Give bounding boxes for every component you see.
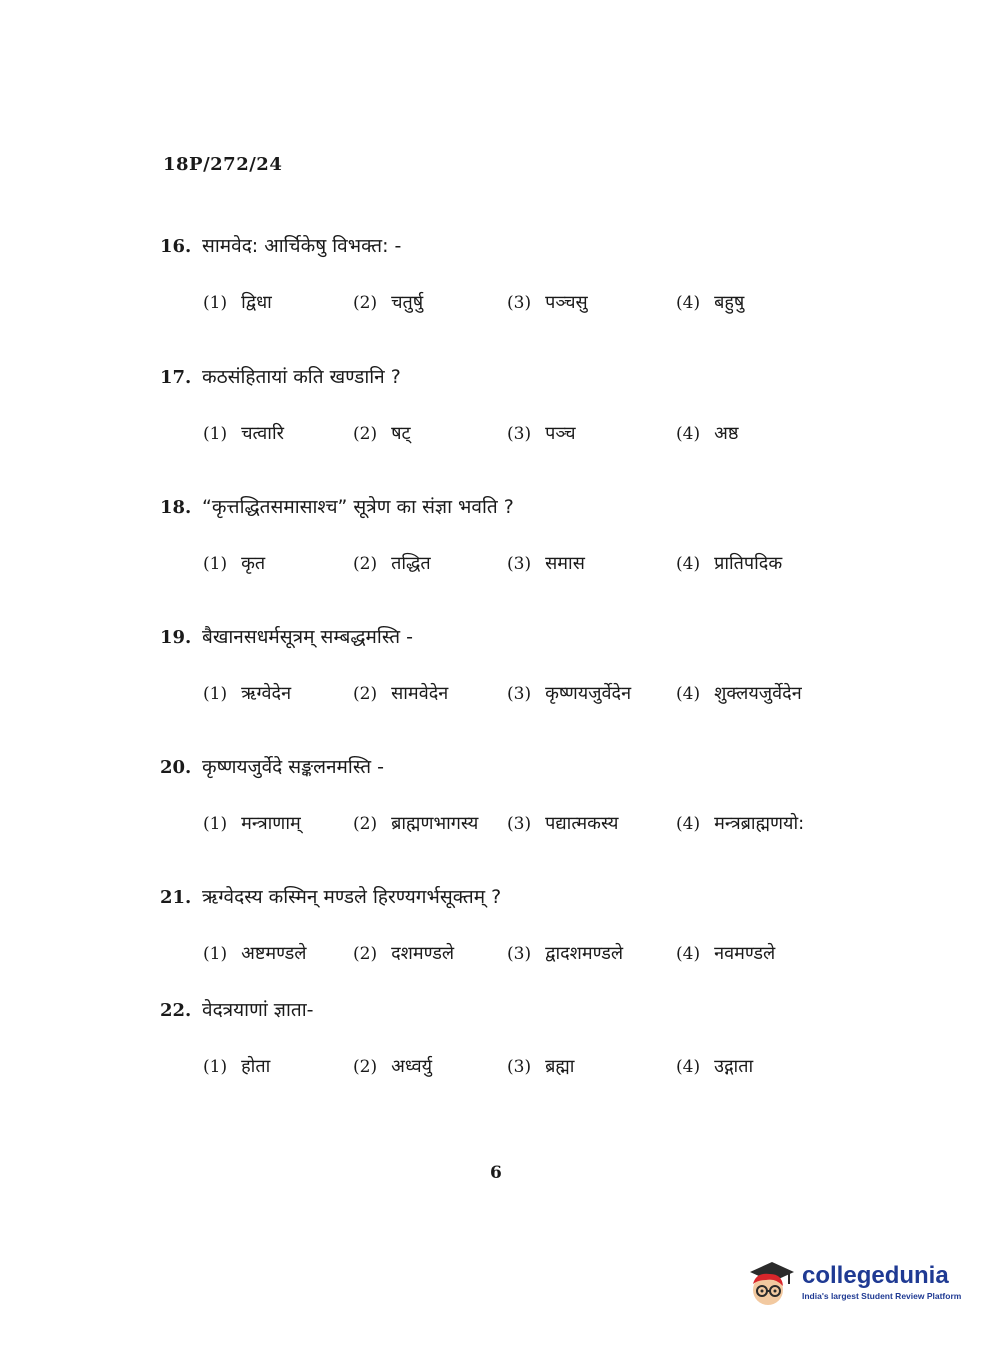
option-number: (2) — [353, 814, 378, 834]
option-number: (1) — [203, 293, 228, 313]
option-number: (4) — [676, 293, 701, 313]
option-text: अष्ठ — [714, 423, 739, 444]
option-4 — [676, 290, 744, 314]
option-2 — [353, 290, 423, 314]
option-number: (3) — [507, 684, 532, 704]
option-text: अष्टमण्डले — [241, 943, 307, 964]
question-number: 18. — [160, 497, 192, 518]
option-number: (4) — [676, 554, 701, 574]
option-text: दशमण्डले — [391, 943, 455, 964]
option-1 — [203, 421, 284, 445]
question-number: 17. — [160, 367, 192, 388]
question-17 — [160, 363, 860, 451]
option-number: (3) — [507, 814, 532, 834]
option-text: कृत — [241, 553, 266, 574]
option-number: (3) — [507, 944, 532, 964]
question-text: ऋग्वेदस्य कस्मिन् मण्डले हिरण्यगर्भसूक्तम् ? — [202, 886, 502, 908]
option-text: चतुर्षु — [391, 292, 424, 313]
options-row — [160, 1054, 860, 1084]
question-text: कृष्णयजुर्वेदे सङ्कलनमस्ति - — [202, 756, 384, 778]
brand-tagline: India's largest Student Review Platform — [802, 1291, 962, 1301]
option-number: (3) — [507, 293, 532, 313]
option-3 — [507, 290, 588, 314]
question-19 — [160, 623, 860, 711]
option-number: (2) — [353, 684, 378, 704]
options-row — [160, 811, 860, 841]
question-number: 19. — [160, 627, 192, 648]
option-number: (1) — [203, 1057, 228, 1077]
option-2 — [353, 1054, 432, 1078]
question-text: वेदत्रयाणां ज्ञाता- — [202, 999, 314, 1021]
option-number: (3) — [507, 424, 532, 444]
option-text: पञ्च — [545, 423, 576, 444]
option-number: (2) — [353, 554, 378, 574]
option-number: (4) — [676, 424, 701, 444]
option-4 — [676, 941, 775, 965]
option-4 — [676, 681, 802, 705]
option-text: मन्त्राणाम् — [241, 813, 301, 834]
question-18 — [160, 493, 860, 581]
options-row — [160, 551, 860, 581]
collegedunia-watermark — [742, 1252, 972, 1312]
option-text: होता — [241, 1056, 271, 1077]
collegedunia-logo-icon — [742, 1254, 798, 1310]
option-number: (2) — [353, 1057, 378, 1077]
option-2 — [353, 681, 448, 705]
option-number: (1) — [203, 684, 228, 704]
option-text: मन्त्रब्राह्मणयो: — [714, 813, 805, 834]
option-number: (4) — [676, 684, 701, 704]
page-number: 6 — [490, 1163, 502, 1183]
option-4 — [676, 421, 738, 445]
option-2 — [353, 421, 411, 445]
question-number: 16. — [160, 236, 192, 257]
option-text: प्रातिपदिक — [714, 553, 783, 574]
option-3 — [507, 1054, 574, 1078]
question-text: कठसंहितायां कति खण्डानि ? — [202, 366, 401, 388]
question-20 — [160, 753, 860, 841]
option-text: द्विधा — [241, 292, 272, 313]
option-3 — [507, 681, 631, 705]
option-text: उद्गाता — [714, 1056, 754, 1077]
question-16 — [160, 232, 860, 320]
option-text: षट् — [391, 423, 411, 444]
option-1 — [203, 290, 272, 314]
option-4 — [676, 551, 782, 575]
option-text: ब्रह्मा — [545, 1056, 575, 1077]
brand-name: collegedunia — [802, 1262, 949, 1289]
option-number: (1) — [203, 554, 228, 574]
option-text: शुक्लयजुर्वेदेन — [714, 683, 802, 704]
options-row — [160, 421, 860, 451]
question-number: 20. — [160, 757, 192, 778]
option-text: ऋग्वेदेन — [241, 683, 292, 704]
option-number: (4) — [676, 944, 701, 964]
option-number: (1) — [203, 814, 228, 834]
option-text: नवमण्डले — [714, 943, 776, 964]
option-4 — [676, 1054, 753, 1078]
question-number: 22. — [160, 1000, 192, 1021]
option-text: ब्राह्मणभागस्य — [391, 813, 479, 834]
option-1 — [203, 941, 307, 965]
option-number: (1) — [203, 944, 228, 964]
option-3 — [507, 551, 585, 575]
option-text: अध्वर्यु — [391, 1056, 433, 1077]
option-text: सामवेदेन — [391, 683, 449, 704]
option-2 — [353, 941, 454, 965]
question-text: “कृत्तद्धितसमासाश्च” सूत्रेण का संज्ञा भवति ? — [202, 496, 514, 518]
option-number: (2) — [353, 944, 378, 964]
question-number: 21. — [160, 887, 192, 908]
option-1 — [203, 681, 291, 705]
option-3 — [507, 421, 576, 445]
option-text: समास — [545, 553, 585, 574]
options-row — [160, 290, 860, 320]
option-1 — [203, 551, 265, 575]
option-number: (1) — [203, 424, 228, 444]
option-3 — [507, 941, 623, 965]
option-4 — [676, 811, 804, 835]
option-2 — [353, 811, 478, 835]
option-1 — [203, 811, 301, 835]
option-text: पञ्चसु — [545, 292, 588, 313]
question-text: सामवेद: आर्चिकेषु विभक्त: - — [202, 235, 402, 257]
question-text: बैखानसधर्मसूत्रम् सम्बद्धमस्ति - — [202, 626, 413, 648]
options-row — [160, 941, 860, 971]
option-number: (3) — [507, 1057, 532, 1077]
option-text: बहुषु — [714, 292, 745, 313]
option-text: द्वादशमण्डले — [545, 943, 624, 964]
question-21 — [160, 883, 860, 971]
option-text: पद्यात्मकस्य — [545, 813, 619, 834]
option-number: (3) — [507, 554, 532, 574]
option-number: (2) — [353, 424, 378, 444]
option-text: कृष्णयजुर्वेदेन — [545, 683, 632, 704]
option-number: (4) — [676, 1057, 701, 1077]
option-2 — [353, 551, 431, 575]
option-3 — [507, 811, 618, 835]
options-row — [160, 681, 860, 711]
question-22 — [160, 996, 860, 1084]
option-text: तद्धित — [391, 553, 431, 574]
paper-code: 18P/272/24 — [163, 154, 283, 175]
option-1 — [203, 1054, 270, 1078]
option-number: (2) — [353, 293, 378, 313]
option-number: (4) — [676, 814, 701, 834]
option-text: चत्वारि — [241, 423, 284, 444]
